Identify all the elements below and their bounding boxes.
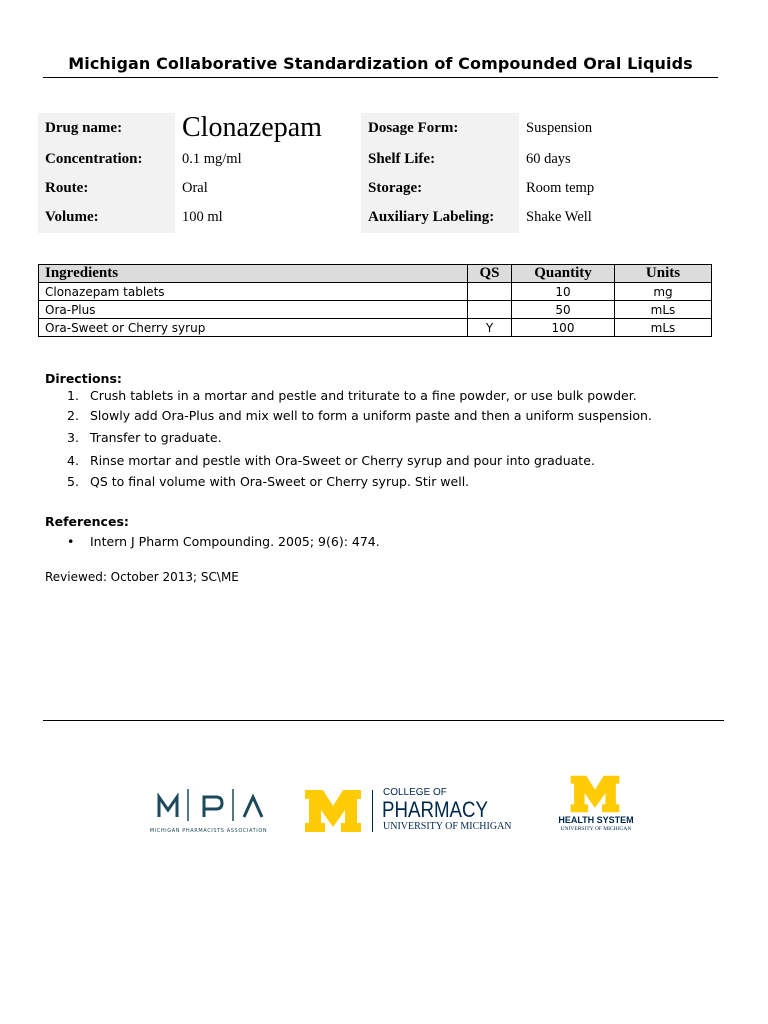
- ingredient-units: mLs: [615, 301, 712, 319]
- table-row: [39, 283, 712, 301]
- mpa-subtitle: MICHIGAN PHARMACISTS ASSOCIATION: [149, 828, 268, 834]
- header-ingredients: Ingredients: [39, 265, 468, 283]
- table-row: [39, 319, 712, 337]
- auxiliary-labeling-value: Shake Well: [526, 209, 592, 225]
- step-text: Rinse mortar and pestle with Ora-Sweet or Cherry syrup and pour into graduate.: [90, 453, 595, 468]
- dosage-form-label: Dosage Form:: [368, 120, 459, 136]
- step-number: 2.: [67, 408, 79, 423]
- table-row: [39, 301, 712, 319]
- step-number: 4.: [67, 453, 79, 468]
- step-text: Transfer to graduate.: [90, 430, 222, 445]
- header-units: Units: [615, 265, 712, 283]
- step-text: Slowly add Ora-Plus and mix well to form a uniform paste and then a uniform suspension.: [90, 408, 652, 423]
- shelf-life-value: 60 days: [526, 151, 571, 167]
- ingredient-name: Ora-Plus: [39, 301, 468, 319]
- step-text: Crush tablets in a mortar and pestle and triturate to a fine powder, or use bulk powder.: [90, 388, 637, 403]
- table-header-row: [39, 265, 712, 283]
- storage-label: Storage:: [368, 180, 423, 196]
- step-number: 5.: [67, 474, 79, 489]
- references-heading: References:: [45, 514, 129, 529]
- route-label: Route:: [45, 180, 89, 196]
- health-system-logo: [556, 774, 636, 836]
- pharmacy-divider: [372, 790, 373, 832]
- dosage-form-value: Suspension: [526, 120, 593, 136]
- health-line2: UNIVERSITY OF MICHIGAN: [560, 826, 632, 832]
- ingredient-qs: [468, 283, 512, 301]
- concentration-value: 0.1 mg/ml: [182, 151, 242, 167]
- reference-text: Intern J Pharm Compounding. 2005; 9(6): 474.: [90, 534, 380, 549]
- ingredient-quantity: 10: [512, 283, 615, 301]
- ingredient-quantity: 50: [512, 301, 615, 319]
- volume-value: 100 ml: [182, 209, 223, 225]
- header-quantity: Quantity: [512, 265, 615, 283]
- storage-value: Room temp: [526, 180, 595, 196]
- bullet-icon: •: [67, 534, 75, 549]
- ingredients-table: [38, 264, 712, 337]
- drug-name-value: Clonazepam: [182, 112, 322, 143]
- pharmacy-line1: COLLEGE OF: [383, 787, 447, 798]
- health-line1: HEALTH SYSTEM: [558, 815, 634, 825]
- step-number: 1.: [67, 388, 79, 403]
- mpa-logo: [136, 785, 281, 840]
- health-block-m-icon: [568, 774, 622, 814]
- block-m-icon: [303, 788, 363, 834]
- concentration-label: Concentration:: [45, 151, 143, 167]
- header-qs: QS: [468, 265, 512, 283]
- pharmacy-line3: UNIVERSITY OF MICHIGAN: [383, 821, 512, 832]
- step-number: 3.: [67, 430, 79, 445]
- ingredient-quantity: 100: [512, 319, 615, 337]
- directions-heading: Directions:: [45, 371, 122, 386]
- header-rule: [43, 77, 718, 78]
- route-value: Oral: [182, 180, 208, 196]
- ingredient-name: Ora-Sweet or Cherry syrup: [39, 319, 468, 337]
- college-of-pharmacy-logo: [303, 787, 543, 837]
- ingredient-qs: [468, 301, 512, 319]
- ingredient-qs: Y: [468, 319, 512, 337]
- pharmacy-line2: PHARMACY: [382, 797, 488, 822]
- auxiliary-labeling-label: Auxiliary Labeling:: [368, 209, 495, 225]
- ingredient-units: mLs: [615, 319, 712, 337]
- ingredient-units: mg: [615, 283, 712, 301]
- reviewed-note: Reviewed: October 2013; SC\ME: [45, 570, 239, 584]
- step-text: QS to final volume with Ora-Sweet or Cherry syrup. Stir well.: [90, 474, 470, 489]
- volume-label: Volume:: [45, 209, 99, 225]
- shelf-life-label: Shelf Life:: [368, 151, 436, 167]
- ingredient-name: Clonazepam tablets: [39, 283, 468, 301]
- page-title: Michigan Collaborative Standardization of Compounded Oral Liquids: [68, 54, 693, 73]
- drug-name-label: Drug name:: [45, 120, 123, 136]
- footer-rule: [43, 720, 724, 721]
